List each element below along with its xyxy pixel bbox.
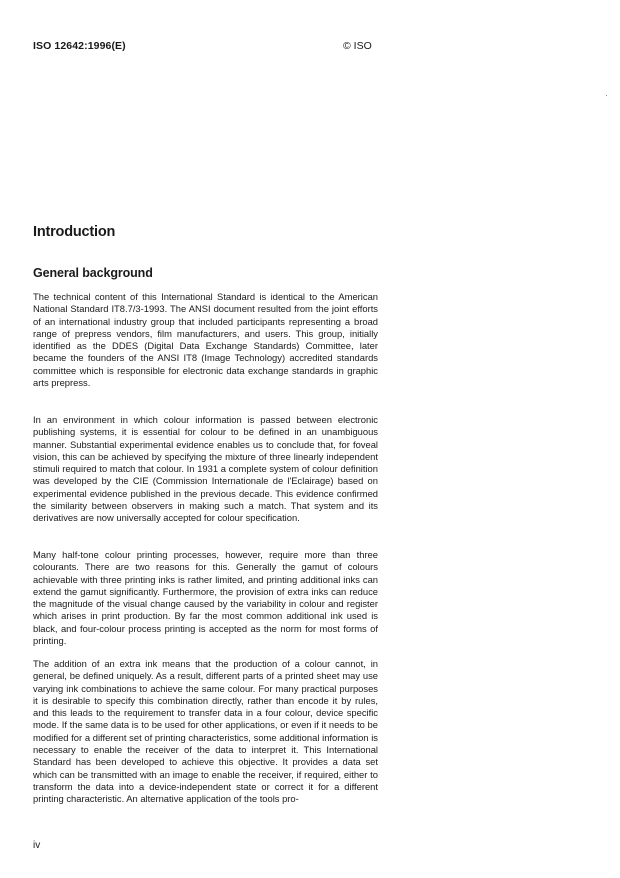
body-paragraph-1: The technical content of this International Standard is identical to the American National Standard IT8.7/3-1993. The ANSI document resulted from the joint efforts of an international industry group that included participants representing a broad range of prepress vendors, film manufacturers, and users. This group, initially identified as the DDES (Digital Data Exchange Standards) Committee, later became the founders of the ANSI IT8 (Image Technology) accredited standards committee which is responsible for electronic data exchange standards in graphic arts prepress. — [33, 291, 378, 389]
body-paragraph-2: In an environment in which colour information is passed between electronic publishing systems, it is essential for colour to be defined in an unambiguous manner. Substantial experimental evidence enables us to conclude that, for foveal vision, this can be achieved by specifying the mixture of three linearly independent stimuli required to match that colour. In 1931 a complete system of colour definition was developed by the CIE (Commission Internationale de l'Eclairage) based on experimental evidence published in the previous decade. This evidence confirmed the similarity between observers in making such a match. That system and its derivatives are now universally accepted for colour specification. — [33, 414, 378, 524]
copyright-notice: © ISO — [343, 40, 372, 52]
subsection-title-general-background: General background — [33, 266, 153, 280]
page-number: iv — [33, 840, 41, 851]
scan-artifact — [606, 95, 607, 96]
body-paragraph-3: Many half-tone colour printing processes, however, require more than three colourants. There are two reasons for this. Generally the gamut of colours achievable with three printing inks is rather limited, and printing additional inks can extend the gamut significantly. Furthermore, the provision of extra inks can reduce the magnitude of the visual change caused by the variability in colour and register which arises in print production. By far the most common additional ink used is black, and four-colour process printing is accepted as the norm for most forms of printing. — [33, 549, 378, 647]
body-paragraph-4: The addition of an extra ink means that the production of a colour cannot, in general, be defined uniquely. As a result, different parts of a printed sheet may use varying ink combinations to achieve the same colour. For many practical purposes it is desirable to specify this combination directly, rather than encode it by rules, and this leads to the requirement to transfer data in a four colour, device specific mode. If the same data is to be used for other applications, or even if it needs to be modified for a different set of printing characteristics, some additional information is necessary to enable the receiver of the data to interpret it. This International Standard has been developed to achieve this objective. It provides a data set which can be transmitted with an image to enable the receiver, if required, either to transform the data into a device-independent state or correct it for a different printing characteristic. An alternative application of the tools pro- — [33, 658, 378, 805]
section-title-introduction: Introduction — [33, 224, 116, 240]
document-standard-id: ISO 12642:1996(E) — [33, 40, 126, 52]
